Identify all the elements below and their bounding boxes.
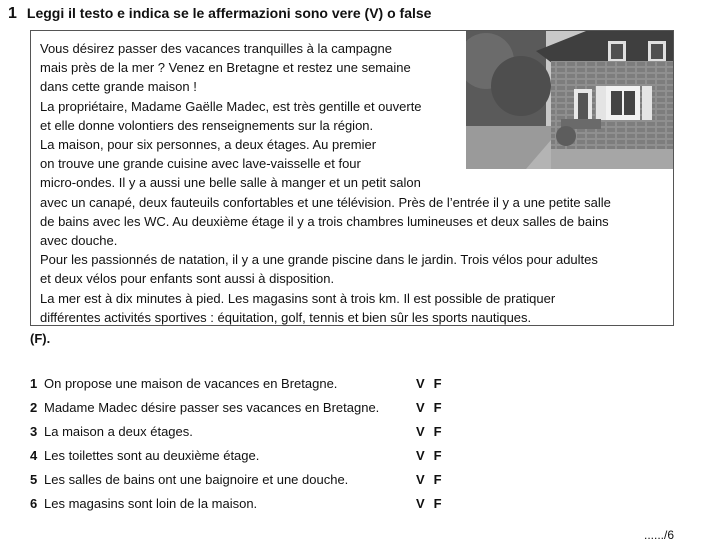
false-option[interactable]: F bbox=[433, 376, 442, 391]
text-line: et deux vélos pour enfants sont aussi à disposition. bbox=[40, 271, 335, 287]
statement-number: 2 bbox=[30, 400, 38, 415]
statement-text: On propose une maison de vacances en Bretagne. bbox=[44, 376, 338, 391]
statement-text: Les magasins sont loin de la maison. bbox=[44, 496, 258, 511]
text-line: et elle donne volontiers des renseignements sur la région. bbox=[40, 117, 374, 133]
statement-text: Les toilettes sont au deuxième étage. bbox=[44, 448, 260, 463]
text-line: La propriétaire, Madame Gaëlle Madec, est très gentille et ouverte bbox=[40, 98, 422, 114]
statement-row bbox=[30, 376, 442, 391]
true-option[interactable]: V bbox=[416, 448, 425, 463]
true-false-choice bbox=[416, 472, 442, 487]
exercise-instruction: Leggi il testo e indica se le affermazioni sono vere (V) o false bbox=[26, 5, 432, 21]
statement-text: Madame Madec désire passer ses vacances en Bretagne. bbox=[44, 400, 380, 415]
statement-text: La maison a deux étages. bbox=[44, 424, 193, 439]
reading-text bbox=[40, 39, 665, 327]
true-false-choice bbox=[416, 400, 442, 415]
text-line: Pour les passionnés de natation, il y a une grande piscine dans le jardin. Trois vélos pour adultes bbox=[40, 252, 598, 268]
true-false-choice bbox=[416, 376, 442, 391]
text-line: La maison, pour six personnes, a deux étages. Au premier bbox=[40, 137, 377, 153]
text-line: mais près de la mer ? Venez en Bretagne et restez une semaine bbox=[40, 60, 411, 76]
true-option[interactable]: V bbox=[416, 376, 425, 391]
statement-number: 5 bbox=[30, 472, 38, 487]
text-line: La mer est à dix minutes à pied. Les magasins sont à trois km. Il est possible de pratiquer bbox=[40, 290, 556, 306]
true-false-choice bbox=[416, 496, 442, 511]
false-option[interactable]: F bbox=[433, 448, 442, 463]
text-line: dans cette grande maison ! bbox=[40, 79, 197, 95]
true-option[interactable]: V bbox=[416, 424, 425, 439]
statement-row bbox=[30, 448, 442, 463]
statement-number: 4 bbox=[30, 448, 38, 463]
true-false-choice bbox=[416, 448, 442, 463]
statement-number: 3 bbox=[30, 424, 38, 439]
statement-row bbox=[30, 472, 442, 487]
exercise-number: 1 bbox=[8, 5, 17, 22]
text-line: on trouve une grande cuisine avec lave-vaisselle et four bbox=[40, 156, 361, 172]
statement-row bbox=[30, 424, 442, 439]
text-line: micro-ondes. Il y a aussi une belle salle à manger et un petit salon bbox=[40, 175, 421, 191]
statement-number: 1 bbox=[30, 376, 38, 391]
text-line: avec un canapé, deux fauteuils confortables et une télévision. Près de l’entrée il y a une petite salle bbox=[40, 194, 611, 210]
score-field[interactable]: ....../6 bbox=[643, 528, 674, 542]
true-false-choice bbox=[416, 424, 442, 439]
text-line: de bains avec les WC. Au deuxième étage il y a trois chambres lumineuses et deux salles de bains bbox=[40, 213, 609, 229]
text-line: différentes activités sportives : équitation, golf, tennis et bien sûr les sports nautiques. bbox=[40, 309, 532, 325]
statement-number: 6 bbox=[30, 496, 38, 511]
exercise-heading bbox=[8, 5, 431, 23]
text-line: avec douche. bbox=[40, 233, 118, 249]
reading-text-box bbox=[30, 30, 674, 326]
true-option[interactable]: V bbox=[416, 496, 425, 511]
instruction-end: (F). bbox=[30, 331, 51, 346]
false-option[interactable]: F bbox=[433, 496, 442, 511]
statement-row bbox=[30, 496, 442, 511]
statement-text: Les salles de bains ont une baignoire et une douche. bbox=[44, 472, 349, 487]
false-option[interactable]: F bbox=[433, 400, 442, 415]
true-option[interactable]: V bbox=[416, 472, 425, 487]
true-option[interactable]: V bbox=[416, 400, 425, 415]
statement-row bbox=[30, 400, 442, 415]
false-option[interactable]: F bbox=[433, 472, 442, 487]
false-option[interactable]: F bbox=[433, 424, 442, 439]
text-line: Vous désirez passer des vacances tranquilles à la campagne bbox=[40, 41, 392, 56]
